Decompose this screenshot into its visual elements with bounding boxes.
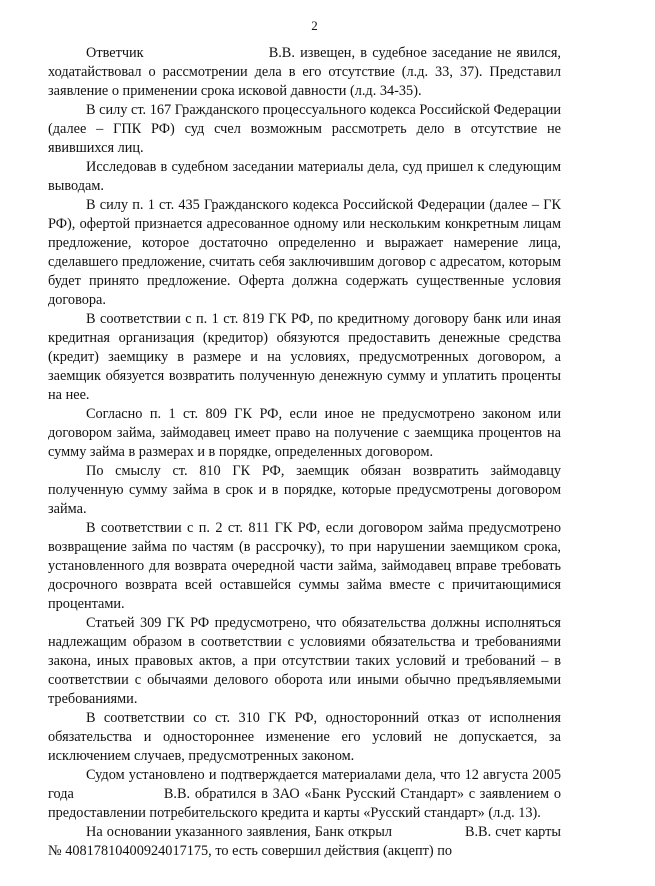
document-body: [48, 44, 565, 861]
paragraph: Исследовав в судебном заседании материалы дела, суд пришел к следующим выводам.: [48, 159, 561, 194]
paragraph: Статьей 309 ГК РФ предусмотрено, что обязательства должны исполняться надлежащим образом в соответствии с условиями обязательства и требованиями закона, иных правовых актов, а при отсутствии таких условий и требований – в соответствии с обычаями делового оборота или иными обычно предъявляемыми требованиями.: [48, 615, 561, 707]
paragraph: Судом установлено и подтверждается материалами дела, что 12 августа 2005 года В.В. обратился в ЗАО «Банк Русский Стандарт» с заявлением о предоставлении потребительского кредита и карты «Русский стандарт» (л.д. 13).: [48, 767, 565, 821]
paragraph: В соответствии с п. 1 ст. 819 ГК РФ, по кредитному договору банк или иная кредитная организация (кредитор) обязуются предоставить денежные средства (кредит) заемщику в размере и на условиях, предусмотренных договором, а заемщик обязуется возвратить полученную денежную сумму и уплатить проценты на нее.: [48, 311, 561, 403]
paragraph: В силу п. 1 ст. 435 Гражданского кодекса Российской Федерации (далее – ГК РФ), офертой признается адресованное одному или нескольким конкретным лицам предложение, которое достаточно определенно и выражает намерение лица, сделавшего предложение, считать себя заключившим договор с адресатом, которым будет принято предложение. Оферта должна содержать существенные условия договора.: [48, 197, 561, 308]
paragraph: По смыслу ст. 810 ГК РФ, заемщик обязан возвратить займодавцу полученную сумму займа в срок и в порядке, которые предусмотрены договором займа.: [48, 463, 561, 517]
paragraph: Ответчик В.В. извещен, в судебное заседание не явился, ходатайствовал о рассмотрении дела в его отсутствие (л.д. 33, 37). Представил заявление о применении срока исковой давности (л.д. 34-35).: [48, 45, 565, 99]
paragraph: В силу ст. 167 Гражданского процессуального кодекса Российской Федерации (далее – ГПК РФ) суд счел возможным рассмотреть дело в отсутствие не явившихся лиц.: [48, 102, 561, 156]
paragraph: На основании указанного заявления, Банк открыл В.В. счет карты № 40817810400924017175, то есть совершил действия (акцепт) по: [48, 824, 565, 859]
paragraph: В соответствии с п. 2 ст. 811 ГК РФ, если договором займа предусмотрено возвращение займа по частям (в рассрочку), то при нарушении заемщиком срока, установленного для возврата очередной части займа, займодавец вправе требовать досрочного возврата всей оставшейся суммы займа вместе с причитающимися процентами.: [48, 520, 561, 612]
page-number: 2: [311, 18, 318, 33]
paragraph: Согласно п. 1 ст. 809 ГК РФ, если иное не предусмотрено законом или договором займа, займодавец имеет право на получение с заемщика процентов на сумму займа в размерах и в порядке, определенных договором.: [48, 406, 561, 460]
paragraph: В соответствии со ст. 310 ГК РФ, односторонний отказ от исполнения обязательства и одностороннее изменение его условий не допускается, за исключением случаев, предусмотренных законом.: [48, 710, 561, 764]
